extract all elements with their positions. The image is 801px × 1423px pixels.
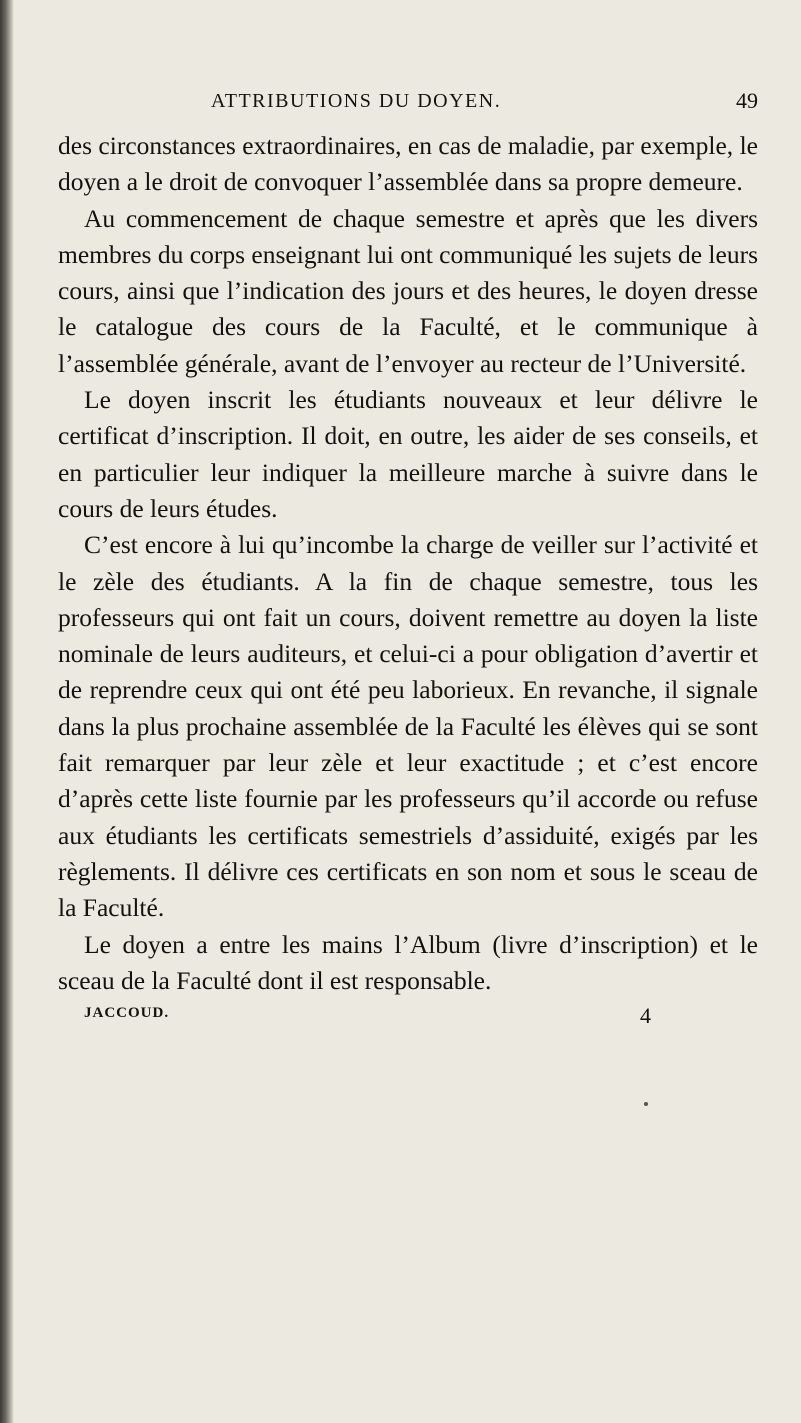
paragraph: Le doyen inscrit les étudiants nouveaux et leur délivre le certificat d’inscription. Il doit, en outre, les aider de ses conseils, et en particulier leur indiquer la meilleure marche à suivre dans le cours de leurs études. bbox=[58, 385, 758, 523]
page-footer bbox=[58, 1003, 758, 1033]
signature-mark: JACCOUD. bbox=[84, 1005, 170, 1022]
running-head bbox=[58, 86, 758, 128]
running-title: ATTRIBUTIONS DU DOYEN. bbox=[211, 90, 502, 112]
book-page bbox=[58, 86, 758, 1033]
paragraph: des circonstances extraordinaires, en cas de maladie, par exemple, le doyen a le droit de convoquer l’assemblée dans sa propre demeure. bbox=[58, 131, 758, 197]
paragraph: C’est encore à lui qu’incombe la charge de veiller sur l’activité et le zèle des étudiants. A la fin de chaque semestre, tous les professeurs qui ont fait un cours, doivent remettre au doyen la liste nominale de leurs auditeurs, et celui-ci a pour obligation d’avertir et de reprendre ceux qui ont été peu laborieux. En revanche, il signale dans la plus prochaine assemblée de la Faculté les élèves qui se sont fait remarquer par leur zèle et leur exactitude ; et c’est encore d’après cette liste fournie par les professeurs qu’il accorde ou refuse aux étudiants les certificats semestriels d’assiduité, exigés par les règlements. Il délivre ces certificats en son nom et sous le sceau de la Faculté. bbox=[58, 530, 758, 923]
body-text bbox=[58, 128, 758, 999]
paragraph: Le doyen a entre les mains l’Album (livre d’inscription) et le sceau de la Faculté dont il est responsable. bbox=[58, 929, 758, 995]
page-edge-shadow bbox=[0, 0, 14, 1423]
sheet-number: 4 bbox=[640, 1003, 651, 1029]
printer-dot bbox=[644, 1102, 648, 1106]
paragraph: Au commencement de chaque semestre et après que les divers membres du corps enseignant lui ont communiqué les sujets de leurs cours, ainsi que l’indication des jours et des heures, le doyen dresse le catalogue des cours de la Faculté, et le communique à l’assemblée générale, avant de l’envoyer au recteur de l’Université. bbox=[58, 203, 758, 378]
page-number: 49 bbox=[736, 88, 758, 113]
